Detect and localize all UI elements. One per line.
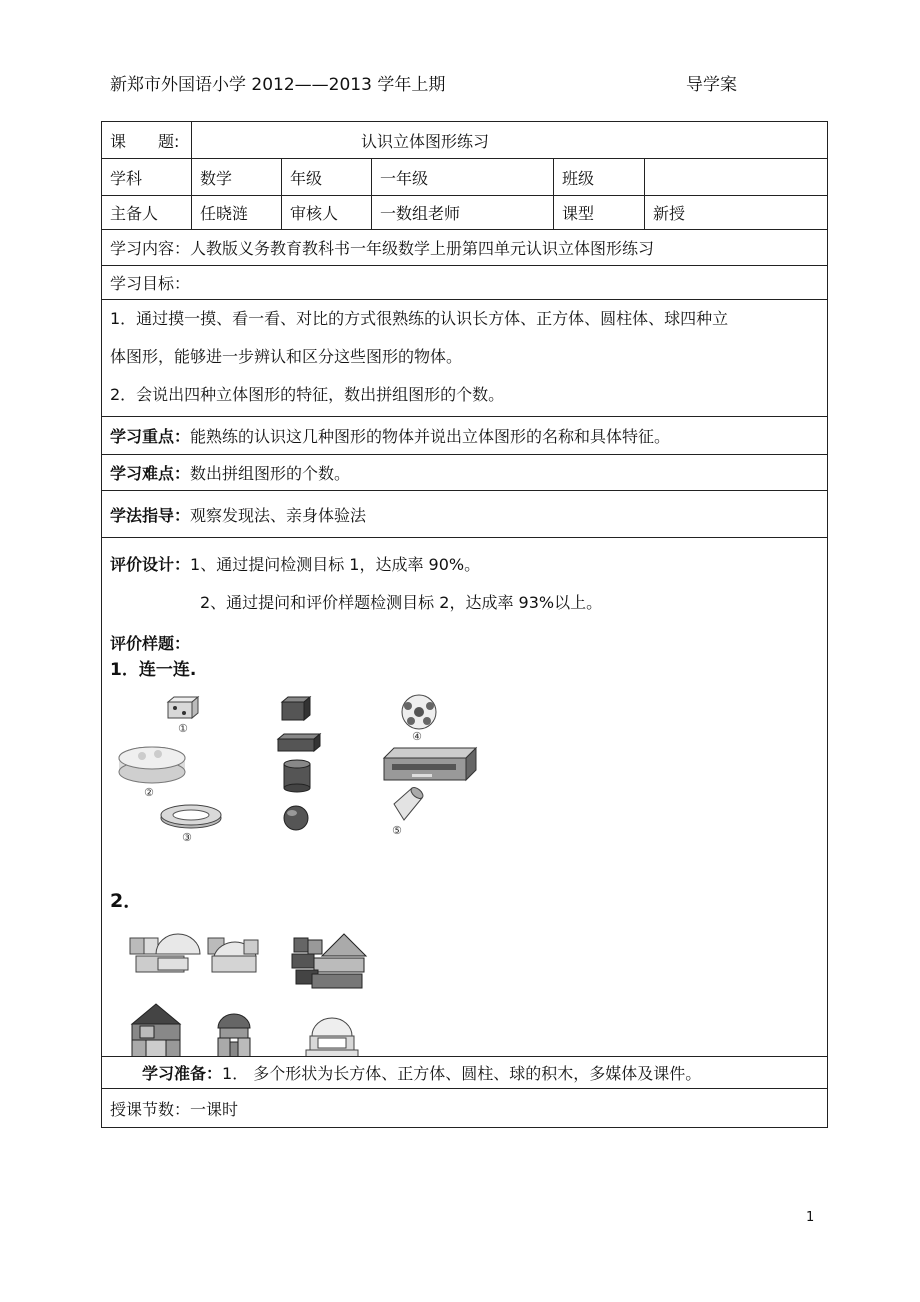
method-label: 学法指导： (110, 505, 191, 525)
tube-object (394, 785, 425, 820)
key-point-row (102, 417, 828, 455)
objective-line-1: 1．通过摸一摸、看一看、对比的方式很熟练的认识长方体、正方体、圆柱体、球四种立 (110, 309, 729, 328)
subject-value: 数学 (192, 159, 282, 196)
objectives-block (102, 300, 828, 417)
header-doc-type: 导学案 (686, 75, 737, 95)
sample-label: 评价样题： (110, 634, 191, 653)
objective-line-3: 2．会说出四种立体图形的特征，数出拼组图形的个数。 (110, 385, 505, 404)
preparation-label: 学习准备： (142, 1064, 223, 1083)
class-periods: 授课节数：一课时 (102, 1089, 828, 1128)
difficulty-row (102, 455, 828, 491)
preparation-row (102, 1057, 828, 1089)
difficulty (102, 455, 828, 491)
cylinder-shape (284, 760, 310, 792)
preparation (102, 1057, 828, 1089)
dice-object (168, 697, 198, 718)
ball-object (402, 695, 436, 729)
circled-1: ① (178, 722, 188, 735)
matching-figures (116, 694, 496, 844)
difficulty-text: 数出拼组图形的个数。 (190, 464, 351, 483)
method (102, 491, 828, 538)
grade-value: 一年级 (372, 159, 554, 196)
topic-value: 认识立体图形练习 (192, 122, 828, 159)
method-text: 观察发现法、亲身体验法 (190, 505, 367, 525)
key-point-label: 学习重点： (110, 427, 191, 446)
preparation-text: 1． 多个形状为长方体、正方体、圆柱、球的积木，多媒体及课件。 (222, 1064, 702, 1083)
cake-object (119, 747, 185, 783)
sphere-shape (284, 806, 308, 830)
topic-row (102, 122, 828, 159)
question-1-title: 1．连一连. (110, 660, 197, 680)
objectives-label-row (102, 266, 828, 300)
block-group-2 (208, 938, 258, 972)
circled-4: ④ (412, 730, 422, 743)
objectives-label: 学习目标： (102, 266, 828, 300)
reviewer-value: 一数组老师 (372, 196, 554, 230)
grade-label: 年级 (282, 159, 372, 196)
subject-row (102, 159, 828, 196)
cuboid-shape (278, 734, 320, 751)
reviewer-label: 审核人 (282, 196, 372, 230)
circled-2: ② (144, 786, 154, 799)
lesson-type-label: 课型 (554, 196, 645, 230)
subject-label: 学科 (102, 159, 192, 196)
block-group-1 (130, 934, 200, 972)
block-group-3 (292, 934, 366, 988)
block-group-4 (132, 1004, 180, 1057)
content-row (102, 230, 828, 266)
header-school-term: 新郑市外国语小学 2012——2013 学年上期 (110, 75, 446, 95)
difficulty-label: 学习难点： (110, 464, 191, 483)
learning-content: 学习内容：人教版义务教育教科书一年级数学上册第四单元认识立体图形练习 (102, 230, 828, 266)
evaluation-line-2: 2、通过提问和评价样题检测目标 2，达成率 93%以上。 (200, 593, 603, 612)
periods-row (102, 1089, 828, 1128)
circled-5: ⑤ (392, 824, 402, 837)
cube-shape (282, 697, 310, 720)
preparer-value: 任晓涟 (192, 196, 282, 230)
suitcase-object (384, 748, 476, 780)
class-label: 班级 (554, 159, 645, 196)
class-value (645, 159, 828, 196)
topic-label: 课 题: (102, 122, 192, 159)
block-composition-figures (122, 916, 402, 1057)
evaluation-row (102, 538, 828, 1057)
preparer-row (102, 196, 828, 230)
lesson-plan-table (101, 121, 828, 1128)
tape-roll-object (161, 805, 221, 828)
question-2-title: 2． (110, 890, 143, 912)
block-group-6 (306, 1018, 358, 1057)
method-row (102, 491, 828, 538)
evaluation-line-1 (110, 546, 827, 584)
evaluation-text-1: 1、通过提问检测目标 1，达成率 90%。 (190, 555, 481, 574)
objective-line-2: 体图形，能够进一步辨认和区分这些图形的物体。 (110, 347, 463, 366)
block-group-5 (218, 1014, 250, 1057)
objectives-row (102, 300, 828, 417)
preparer-label: 主备人 (102, 196, 192, 230)
evaluation-label: 评价设计： (110, 555, 191, 574)
evaluation-block (102, 538, 828, 1057)
lesson-type-value: 新授 (645, 196, 828, 230)
page-number: 1 (806, 1210, 815, 1225)
circled-3: ③ (182, 831, 192, 844)
key-point-text: 能熟练的认识这几种图形的物体并说出立体图形的名称和具体特征。 (190, 427, 671, 446)
key-point (102, 417, 828, 455)
